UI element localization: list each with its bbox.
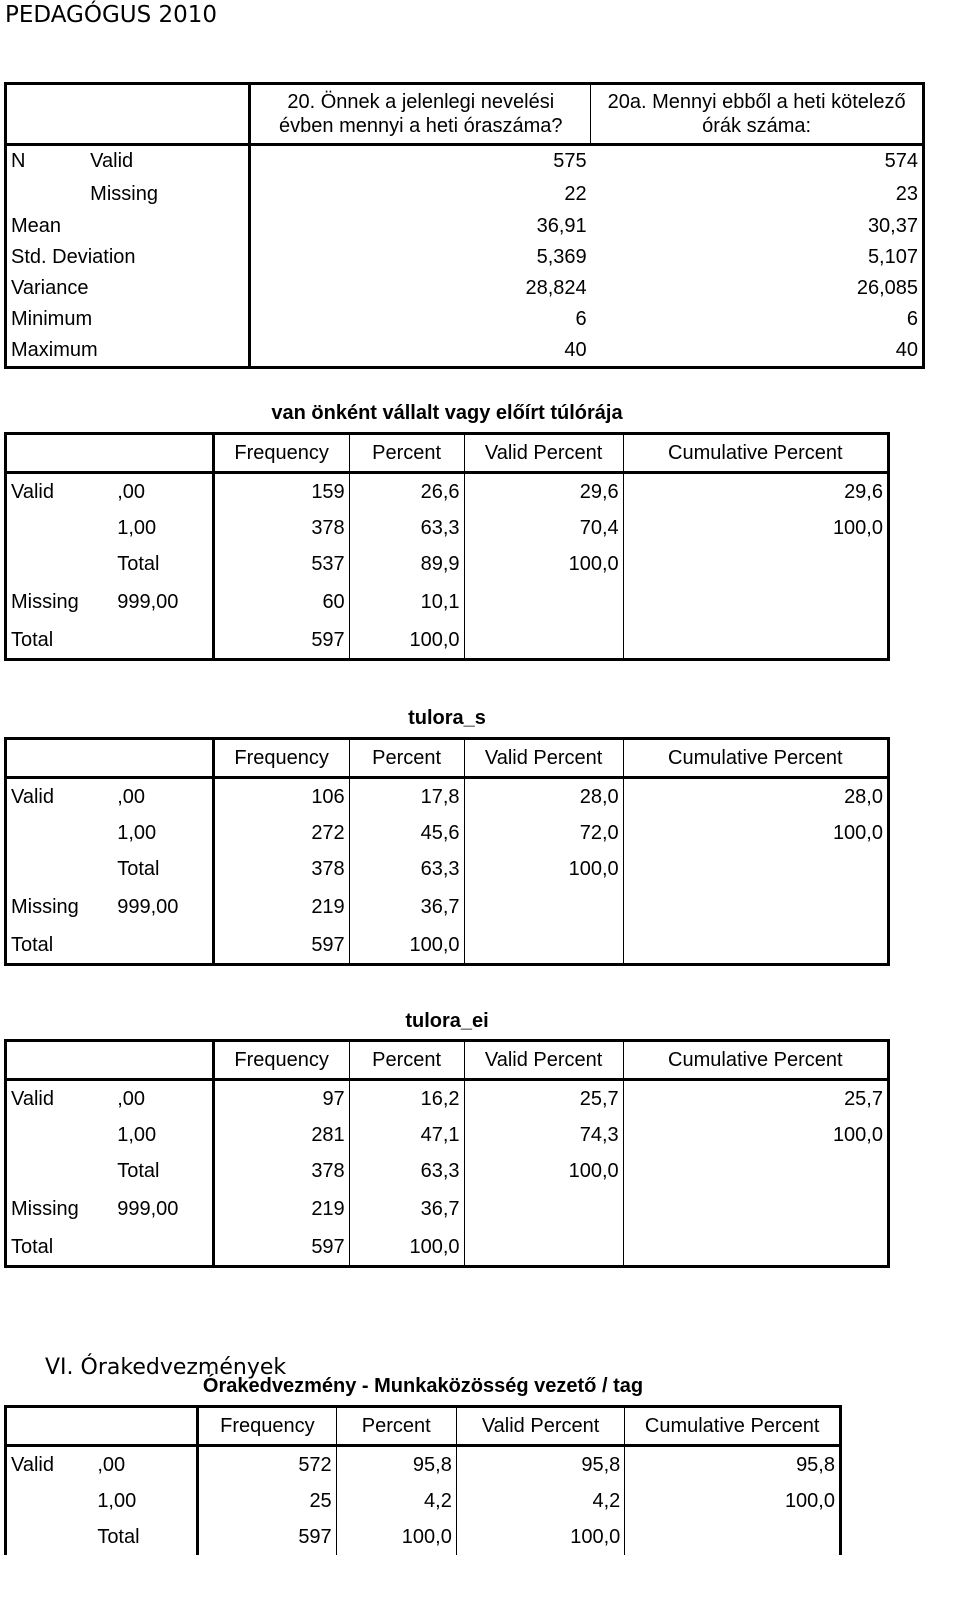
table-cell: 95,8 — [336, 1446, 456, 1484]
table-cell: 100,0 — [456, 1519, 624, 1555]
row-label: ,00 — [97, 1453, 126, 1476]
table-row — [6, 622, 889, 660]
table-cell: 272 — [213, 815, 349, 851]
table-row — [6, 546, 889, 582]
table-cell — [464, 887, 623, 927]
table-cell: 597 — [213, 1229, 349, 1267]
table-cell — [464, 1189, 623, 1229]
table-cell — [623, 851, 888, 887]
table-row — [6, 582, 889, 622]
table-cell: 36,7 — [349, 887, 464, 927]
column-header: Frequency — [213, 434, 349, 473]
frequency-table — [4, 1405, 842, 1555]
row-sublabel: Valid — [90, 150, 134, 172]
table-row — [6, 815, 889, 851]
table-row — [6, 851, 889, 887]
column-header: Percent — [349, 739, 464, 778]
column-header: Cumulative Percent — [623, 434, 888, 473]
table-cell: 36,91 — [250, 211, 591, 242]
table-cell: 25,7 — [464, 1080, 623, 1118]
table-cell: 100,0 — [464, 851, 623, 887]
table-cell: 5,369 — [250, 242, 591, 273]
row-group-label — [6, 1483, 94, 1519]
row-group-label: Total — [11, 628, 54, 651]
row-group-label: Valid — [11, 480, 54, 503]
column-header: Frequency — [213, 739, 349, 778]
table-cell: 40 — [250, 335, 591, 368]
table-row — [6, 1446, 841, 1484]
page-header: PEDAGÓGUS 2010 — [5, 2, 218, 28]
row-label: 1,00 — [97, 1489, 137, 1512]
table-cell: 63,3 — [349, 1153, 464, 1189]
table-row — [6, 211, 924, 242]
table-cell: 63,3 — [349, 851, 464, 887]
table-cell — [623, 887, 888, 927]
table-cell: 597 — [198, 1519, 337, 1555]
row-label: Total — [117, 1159, 160, 1182]
table-header-row — [6, 84, 924, 145]
table-cell: 74,3 — [464, 1117, 623, 1153]
table-cell: 597 — [213, 927, 349, 965]
table-cell: 22 — [250, 177, 591, 211]
table-header-row — [6, 739, 889, 778]
header-blank — [113, 434, 213, 473]
column-header-line: órák száma: — [702, 115, 812, 137]
table-cell — [623, 582, 888, 622]
table-row — [6, 273, 924, 304]
table-cell: 72,0 — [464, 815, 623, 851]
table-cell: 106 — [213, 778, 349, 816]
header-blank — [113, 1041, 213, 1080]
column-header: Cumulative Percent — [623, 1041, 888, 1080]
table-row — [6, 473, 889, 511]
table-cell: 23 — [895, 182, 918, 205]
table-cell: 47,1 — [349, 1117, 464, 1153]
table-cell: 281 — [213, 1117, 349, 1153]
column-header: Frequency — [198, 1407, 337, 1446]
frequency-table — [4, 737, 890, 966]
header-blank — [6, 1041, 114, 1080]
row-label: Mean — [11, 215, 62, 237]
header-blank — [93, 1407, 197, 1446]
row-group-label — [6, 1153, 114, 1189]
table-cell: 6 — [906, 308, 918, 330]
row-group-label: Valid — [11, 785, 54, 808]
table-cell: 30,37 — [867, 215, 918, 237]
row-group-label: Total — [11, 1235, 54, 1258]
row-group-label: Missing — [11, 1197, 79, 1220]
column-header: Valid Percent — [464, 1041, 623, 1080]
table-cell: 100,0 — [623, 815, 888, 851]
table-cell — [623, 927, 888, 965]
table-row — [6, 335, 924, 368]
frequency-table — [4, 1039, 890, 1268]
column-header: Cumulative Percent — [623, 739, 888, 778]
table-cell: 100,0 — [623, 510, 888, 546]
table-cell: 4,2 — [456, 1483, 624, 1519]
table-cell: 5,107 — [867, 246, 918, 268]
table-cell: 29,6 — [623, 473, 888, 511]
table-cell — [464, 1229, 623, 1267]
row-label: ,00 — [117, 480, 146, 503]
table-cell: 159 — [213, 473, 349, 511]
table-cell: 10,1 — [349, 582, 464, 622]
row-group-label: Valid — [11, 1453, 54, 1476]
column-header: Percent — [349, 434, 464, 473]
table-row — [6, 927, 889, 965]
table-cell: 100,0 — [464, 546, 623, 582]
row-label: Variance — [11, 277, 89, 299]
row-label: Std. Deviation — [11, 246, 136, 268]
row-group-label: Missing — [11, 590, 79, 613]
row-group-label — [6, 546, 114, 582]
table-cell — [464, 927, 623, 965]
table-cell: 575 — [250, 145, 591, 178]
column-header-line: 20. Önnek a jelenlegi nevelési — [287, 91, 555, 113]
table-row — [6, 304, 924, 335]
table-cell: 25 — [198, 1483, 337, 1519]
table-cell — [623, 1153, 888, 1189]
row-label — [113, 622, 213, 660]
table-row — [6, 1189, 889, 1229]
row-label: Maximum — [11, 339, 98, 361]
row-label: 1,00 — [117, 1123, 157, 1146]
row-label: 999,00 — [117, 590, 179, 613]
table-cell: 597 — [213, 622, 349, 660]
table-cell: 574 — [884, 150, 918, 172]
table-row — [6, 510, 889, 546]
table-cell: 95,8 — [625, 1446, 841, 1484]
table-row — [6, 778, 889, 816]
table-cell: 378 — [213, 851, 349, 887]
table-cell — [625, 1519, 841, 1555]
table-row — [6, 1229, 889, 1267]
table-header-row — [6, 434, 889, 473]
table-cell: 6 — [250, 304, 591, 335]
table-cell: 26,6 — [349, 473, 464, 511]
row-label: ,00 — [117, 785, 146, 808]
header-blank — [6, 84, 87, 145]
table-cell — [623, 1229, 888, 1267]
table-cell: 40 — [895, 339, 918, 361]
column-header-line: 20a. Mennyi ebből a heti kötelező — [607, 91, 906, 113]
table-row — [6, 177, 924, 211]
table-cell: 36,7 — [349, 1189, 464, 1229]
table-header-row — [6, 1041, 889, 1080]
row-group-label — [6, 1519, 94, 1555]
table-cell: 16,2 — [349, 1080, 464, 1118]
column-header: Frequency — [213, 1041, 349, 1080]
row-label: Minimum — [11, 308, 93, 330]
table-cell: 89,9 — [349, 546, 464, 582]
section-heading: VI. Órakedvezmények — [45, 1355, 287, 1380]
row-group-label — [6, 815, 114, 851]
table-cell: 100,0 — [336, 1519, 456, 1555]
table-cell: 97 — [213, 1080, 349, 1118]
table-cell: 28,824 — [250, 273, 591, 304]
row-group-label — [6, 510, 114, 546]
table-title: Órakedvezmény - Munkaközösség vezető / tag — [202, 1375, 644, 1397]
table-cell: 219 — [213, 1189, 349, 1229]
row-label: Total — [117, 552, 160, 575]
table-cell: 25,7 — [623, 1080, 888, 1118]
table-cell: 100,0 — [623, 1117, 888, 1153]
table-cell: 378 — [213, 1153, 349, 1189]
row-label — [6, 177, 87, 211]
column-header — [250, 84, 591, 145]
table-cell: 100,0 — [349, 622, 464, 660]
column-header — [591, 84, 924, 145]
table-cell: 100,0 — [625, 1483, 841, 1519]
column-header: Valid Percent — [456, 1407, 624, 1446]
row-label: 1,00 — [117, 821, 157, 844]
table-cell: 100,0 — [349, 1229, 464, 1267]
column-header: Percent — [349, 1041, 464, 1080]
table-cell — [464, 582, 623, 622]
table-cell: 28,0 — [464, 778, 623, 816]
row-label — [113, 1229, 213, 1267]
row-label: 1,00 — [117, 516, 157, 539]
row-label: ,00 — [117, 1087, 146, 1110]
table-row — [6, 1519, 841, 1555]
table-row — [6, 887, 889, 927]
table-cell: 63,3 — [349, 510, 464, 546]
table-cell: 26,085 — [856, 277, 918, 299]
row-group-label — [6, 1117, 114, 1153]
header-blank — [6, 434, 114, 473]
row-label: Total — [117, 857, 160, 880]
table-row — [6, 145, 924, 178]
table-cell: 378 — [213, 510, 349, 546]
table-cell: 537 — [213, 546, 349, 582]
column-header: Valid Percent — [464, 434, 623, 473]
table-cell: 28,0 — [623, 778, 888, 816]
table-cell: 29,6 — [464, 473, 623, 511]
column-header: Valid Percent — [464, 739, 623, 778]
table-row — [6, 1483, 841, 1519]
header-blank — [86, 84, 250, 145]
table-cell: 100,0 — [464, 1153, 623, 1189]
table-title: tulora_ei — [405, 1010, 489, 1032]
column-header-line: évben mennyi a heti óraszáma? — [279, 115, 563, 137]
table-row — [6, 242, 924, 273]
table-title: van önként vállalt vagy előírt túlórája — [271, 402, 623, 424]
table-row — [6, 1080, 889, 1118]
table-cell — [623, 546, 888, 582]
table-cell — [623, 622, 888, 660]
table-row — [6, 1117, 889, 1153]
table-cell: 572 — [198, 1446, 337, 1484]
table-cell: 60 — [213, 582, 349, 622]
row-sublabel: Missing — [90, 182, 158, 205]
table-cell — [464, 622, 623, 660]
row-group-label: Valid — [11, 1087, 54, 1110]
frequency-table — [4, 432, 890, 661]
row-label: Total — [97, 1525, 140, 1548]
table-cell — [623, 1189, 888, 1229]
row-label: 999,00 — [117, 895, 179, 918]
row-label: N — [11, 150, 26, 172]
column-header: Percent — [336, 1407, 456, 1446]
row-label: 999,00 — [117, 1197, 179, 1220]
row-group-label: Total — [11, 933, 54, 956]
table-header-row — [6, 1407, 841, 1446]
row-group-label — [6, 851, 114, 887]
row-group-label: Missing — [11, 895, 79, 918]
table-cell: 70,4 — [464, 510, 623, 546]
header-blank — [113, 739, 213, 778]
column-header: Cumulative Percent — [625, 1407, 841, 1446]
header-blank — [6, 1407, 94, 1446]
table-cell: 17,8 — [349, 778, 464, 816]
table-cell: 45,6 — [349, 815, 464, 851]
table-cell: 4,2 — [336, 1483, 456, 1519]
table-cell: 95,8 — [456, 1446, 624, 1484]
header-blank — [6, 739, 114, 778]
row-label — [113, 927, 213, 965]
table-cell: 219 — [213, 887, 349, 927]
table-title: tulora_s — [408, 707, 486, 729]
table-row — [6, 1153, 889, 1189]
descriptive-stats-table — [4, 82, 925, 369]
table-cell: 100,0 — [349, 927, 464, 965]
